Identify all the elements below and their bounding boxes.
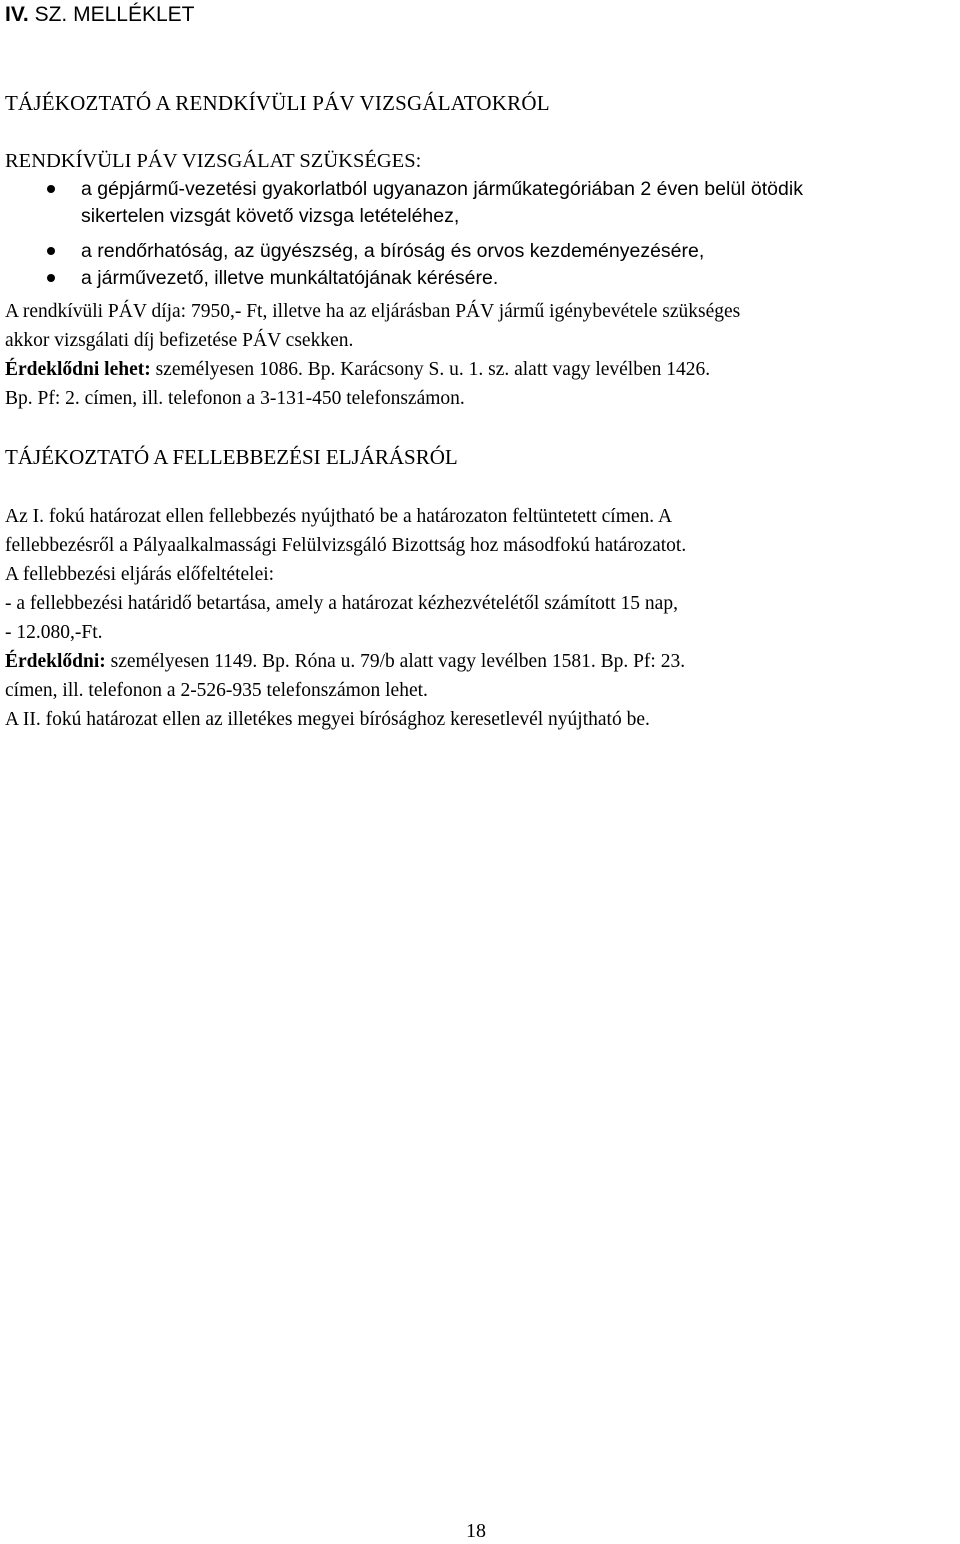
contact-text	[5, 357, 710, 383]
appeal-text: - 12.080,-Ft.	[5, 622, 103, 643]
annex-number: IV.	[5, 3, 29, 26]
appeal-text: - a fellebbezési határidő betartása, amely a határozat kézhezvételétől számított 15 nap,	[5, 593, 678, 614]
contact-label: Érdeklődni lehet:	[5, 359, 151, 380]
appeal-contact-label: Érdeklődni:	[5, 651, 106, 672]
bullet-dot	[47, 185, 55, 193]
contact-details: személyesen 1086. Bp. Karácsony S. u. 1. sz. alatt vagy levélben 1426.	[150, 359, 711, 380]
appeal-text: Az I. fokú határozat ellen fellebbezés nyújtható be a határozaton feltüntetett címen. A	[5, 506, 673, 527]
bullet-item: a járművezető, illetve munkáltatójának kérésére.	[81, 267, 499, 289]
contact-text: Bp. Pf: 2. címen, ill. telefonon a 3-131-450 telefonszámon.	[5, 388, 465, 409]
appeal-contact-text: címen, ill. telefonon a 2-526-935 telefonszámon lehet.	[5, 680, 428, 701]
annex-heading	[5, 2, 194, 28]
appeal-text: A fellebbezési eljárás előfeltételei:	[5, 564, 275, 585]
bullet-dot	[47, 247, 55, 255]
section1-heading: RENDKÍVÜLI PÁV VIZSGÁLAT SZÜKSÉGES:	[5, 150, 422, 172]
appeal-contact-details: személyesen 1149. Bp. Róna u. 79/b alatt vagy levélben 1581. Bp. Pf: 23.	[105, 651, 686, 672]
section2-heading: TÁJÉKOZTATÓ A FELLEBBEZÉSI ELJÁRÁSRÓL	[5, 445, 458, 469]
page-number: 18	[466, 1520, 486, 1542]
bullet-item: a rendőrhatóság, az ügyészség, a bíróság és orvos kezdeményezésére,	[81, 240, 705, 262]
bullet-dot	[47, 274, 55, 282]
page-title: TÁJÉKOZTATÓ A RENDKÍVÜLI PÁV VIZSGÁLATOKRÓL	[5, 91, 550, 115]
appeal-contact-text	[5, 649, 685, 675]
bullet-item-continuation: sikertelen vizsgát követő vizsga letételéhez,	[81, 205, 460, 227]
appeal-text: A II. fokú határozat ellen az illetékes megyei bírósághoz keresetlevél nyújtható be.	[5, 709, 650, 730]
annex-label: SZ. MELLÉKLET	[28, 3, 195, 26]
bullet-item: a gépjármű-vezetési gyakorlatból ugyanazon járműkategóriában 2 éven belül ötödik	[81, 178, 803, 200]
fee-text: akkor vizsgálati díj befizetése PÁV csekken.	[5, 330, 354, 351]
appeal-text: fellebbezésről a Pályaalkalmassági Felülvizsgáló Bizottság hoz másodfokú határozatot.	[5, 535, 687, 556]
fee-text: A rendkívüli PÁV díja: 7950,- Ft, illetve ha az eljárásban PÁV jármű igénybevétele szükséges	[5, 301, 741, 322]
